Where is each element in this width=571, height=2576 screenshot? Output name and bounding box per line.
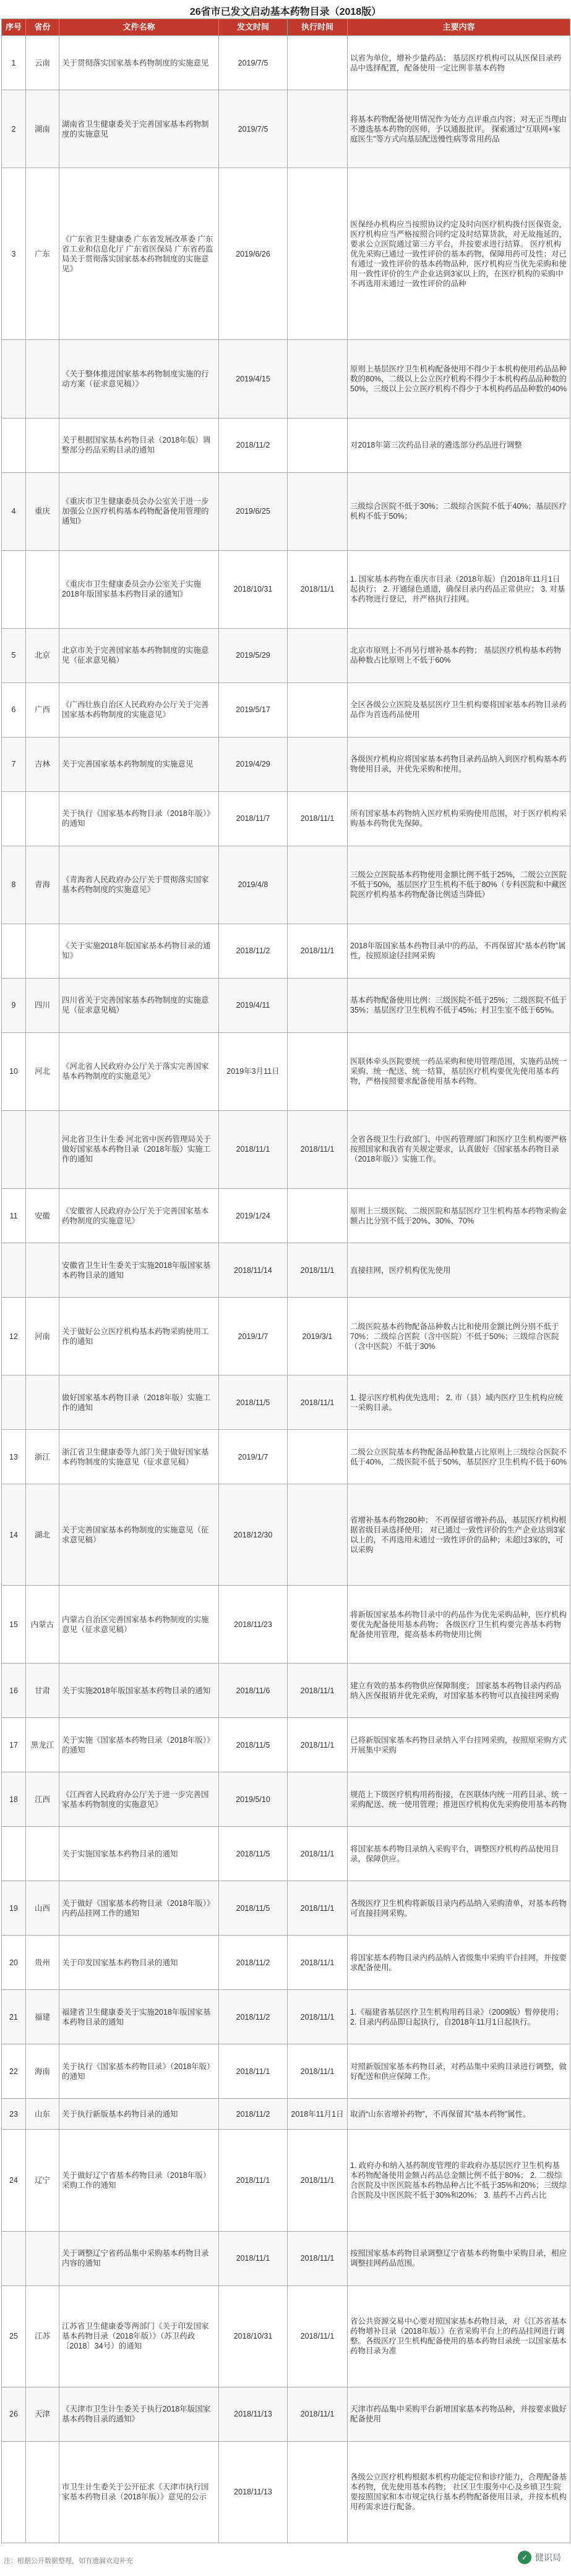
- table-row: [2, 1827, 570, 1881]
- cell-file: 关于做好公立医疗机构基本药物采购使用工作的通知: [59, 1298, 219, 1375]
- cell-province: 山西: [26, 1881, 59, 1936]
- cell-date: 2019/1/7: [219, 1298, 288, 1375]
- cell-content: 取消“山东省增补药物”，不再保留其“基本药物”属性。: [348, 2099, 570, 2130]
- cell-province: 贵州: [26, 1936, 59, 1990]
- cell-exec: [288, 846, 348, 924]
- cell-exec: 2018/11/1: [288, 1718, 348, 1772]
- column-header-date: 发文时间: [219, 19, 288, 36]
- cell-no: [2, 924, 26, 978]
- cell-exec: 2018/11/1: [288, 1110, 348, 1188]
- table-row: [2, 418, 570, 472]
- cell-date: 2018/11/1: [219, 2231, 288, 2285]
- cell-date: 2019/5/10: [219, 1772, 288, 1827]
- cell-exec: [288, 682, 348, 737]
- cell-no: 4: [2, 472, 26, 550]
- cell-province: 江西: [26, 1772, 59, 1827]
- table-row: [2, 168, 570, 340]
- cell-date: 2018/11/2: [219, 418, 288, 472]
- cell-province: 河北: [26, 1032, 59, 1110]
- cell-content: 全区各级公立医院及基层医疗卫生机构要将国家基本药物目录药品作为首选药品使用: [348, 682, 570, 737]
- cell-exec: 2019/3/1: [288, 1298, 348, 1375]
- cell-no: [2, 2231, 26, 2285]
- cell-file: 关于印发国家基本药物目录的通知: [59, 1936, 219, 1990]
- cell-no: 7: [2, 737, 26, 791]
- cell-content: 各级医疗机构应将国家基本药物目录药品纳入到医疗机构基本药物使用目录，并优先采购和使用。: [348, 737, 570, 791]
- cell-file: 福建省卫生健康委关于实施2018年版国家基本药物目录的通知: [59, 1990, 219, 2044]
- cell-no: 8: [2, 846, 26, 924]
- cell-date: 2018/11/1: [219, 1110, 288, 1188]
- cell-no: 19: [2, 1881, 26, 1936]
- cell-content: 直接挂网，医疗机构优先使用: [348, 1243, 570, 1298]
- cell-date: 2019/1/24: [219, 1189, 288, 1243]
- cell-date: 2018/11/7: [219, 791, 288, 846]
- cell-content: 原则上三级医院、二级医院和基层医疗卫生机构基本药物采购金额占比分别不低于20%、30%、70%: [348, 1189, 570, 1243]
- cell-no: [2, 1110, 26, 1188]
- cell-date: 2018/11/2: [219, 1936, 288, 1990]
- cell-content: 1. 国家基本药物在重庆市目录（2018年版）自2018年11月1日起执行； 2. 开通绿色通道，确保目录内药品正常供应； 3. 对基本药物进行登记，并严格执行挂网。: [348, 550, 570, 628]
- cell-content: 对2018年第三次药品目录的遴选部分药品进行调整: [348, 418, 570, 472]
- cell-content: 省公共资源交易中心要对照国家基本药物目录，对《江苏省基本药物增补目录（2018年版）》在省采购平台上的药品挂网进行调整。各级医疗卫生机构配备使用的基本药物目录统一以国家基本药物目录为准: [348, 2285, 570, 2387]
- cell-no: 6: [2, 682, 26, 737]
- cell-province: 黑龙江: [26, 1718, 59, 1772]
- cell-file: 关于调整辽宁省药品集中采购基本药物目录内容的通知: [59, 2231, 219, 2285]
- cell-province: 海南: [26, 2044, 59, 2099]
- cell-file: 关于贯彻落实国家基本药物制度的实施意见: [59, 36, 219, 90]
- cell-province: 山东: [26, 2099, 59, 2130]
- cell-exec: [288, 1772, 348, 1827]
- policy-table: [1, 19, 570, 2543]
- cell-file: 内蒙古自治区完善国家基本药物制度的实施意见（征求意见稿）: [59, 1586, 219, 1664]
- cell-file: 关于执行《国家基本药物目录（2018年版）》的通知: [59, 791, 219, 846]
- table-row: [2, 1032, 570, 1110]
- cell-file: 四川省关于完善国家基本药物制度的实施意见（征求意见稿）: [59, 978, 219, 1032]
- table-row: [2, 1881, 570, 1936]
- table-row: [2, 2231, 570, 2285]
- cell-province: 安徽: [26, 1189, 59, 1243]
- cell-file: 《重庆市卫生健康委员会办公室关于实施2018年版国家基本药物目录的通知》: [59, 550, 219, 628]
- table-row: [2, 1936, 570, 1990]
- cell-exec: [288, 1189, 348, 1243]
- cell-no: 23: [2, 2099, 26, 2130]
- table-row: [2, 1430, 570, 1484]
- cell-exec: [288, 978, 348, 1032]
- cell-date: 2018/11/1: [219, 2044, 288, 2099]
- cell-exec: [288, 340, 348, 418]
- cell-province: 江苏: [26, 2285, 59, 2387]
- cell-no: 26: [2, 2387, 26, 2441]
- cell-content: 基本药物配备使用比例：三级医院不低于25%；二级医院不低于35%；基层医疗卫生机构不低于45%；村卫生室不低于65%。: [348, 978, 570, 1032]
- cell-exec: 2018/11/1: [288, 2044, 348, 2099]
- cell-content: 各级医疗卫生机构将新版目录内药品纳入采购清单，对基本药物可直接挂网采购。: [348, 1881, 570, 1936]
- cell-content: 各级公立医疗机构根据本机构功能定位和诊疗能力，合理配备基本药物，优先使用基本药物； 社区卫生服务中心及乡镇卫生院要按照国家和本市规定执行基本药物配备使用目录，并按本机构用药需求进行配备。: [348, 2441, 570, 2543]
- cell-content: 原则上基层医疗卫生机构配备使用不得少于本机构使用药品品种数的80%，二级以上公立医疗机构不得少于本机构药品品种数的50%，三级以上公立医疗机构不得少于本机构药品品种数的40%: [348, 340, 570, 418]
- cell-no: 15: [2, 1586, 26, 1664]
- cell-date: 2018/11/1: [219, 2130, 288, 2231]
- cell-file: 《重庆市卫生健康委员会办公室关于进一步加强公立医疗机构基本药物配备使用管理的通知》: [59, 472, 219, 550]
- footer-note: 注：根据公开数据整理，如有遗漏欢迎补充: [4, 2557, 133, 2565]
- cell-file: 关于做好《国家基本药物目录（2018年版）》内药品挂网工作的通知: [59, 1881, 219, 1936]
- cell-exec: 2018/11/1: [288, 1664, 348, 1718]
- cell-file: 关于实施国家基本药物目录的通知: [59, 1827, 219, 1881]
- cell-no: [2, 1827, 26, 1881]
- cell-date: 2019/4/8: [219, 846, 288, 924]
- cell-content: 规范上下级医疗机构用药衔接，在医联体内统一用药目录、统一采购配送、统一使用管理；推进医疗机构优先采购使用基本药物: [348, 1772, 570, 1827]
- cell-file: 关于实施《国家基本药物目录（2018年版）》的通知: [59, 1718, 219, 1772]
- column-header-content: 主要内容: [348, 19, 570, 36]
- cell-date: 2018/12/30: [219, 1484, 288, 1586]
- cell-date: 2019/4/11: [219, 978, 288, 1032]
- table-row: [2, 2441, 570, 2543]
- table-row: [2, 1375, 570, 1430]
- cell-exec: [288, 1430, 348, 1484]
- cell-exec: 2018/11/1: [288, 1243, 348, 1298]
- cell-province: 湖北: [26, 1484, 59, 1586]
- cell-file: 关于执行新版基本药物目录的通知: [59, 2099, 219, 2130]
- cell-exec: [288, 628, 348, 682]
- cell-exec: [288, 90, 348, 168]
- cell-content: 天津市药品集中采购平台新增国家基本药物品种，并按要求做好配备使用: [348, 2387, 570, 2441]
- cell-no: 16: [2, 1664, 26, 1718]
- cell-no: [2, 2441, 26, 2543]
- cell-province: 青海: [26, 846, 59, 924]
- cell-file: 《河北省人民政府办公厅关于落实完善国家基本药物制度的实施意见》: [59, 1032, 219, 1110]
- cell-date: 2018/11/5: [219, 1827, 288, 1881]
- cell-no: 22: [2, 2044, 26, 2099]
- cell-exec: [288, 168, 348, 340]
- cell-province: 天津: [26, 2387, 59, 2441]
- table-row: [2, 1110, 570, 1188]
- cell-content: 省增补基本药物280种； 不再保留省增补药品，基层医疗机构根据省级目录选择使用； 对已通过一致性评价的生产企业达到3家以上的，不再选用未通过一致性评价的品种；未超过3家的，可以采购: [348, 1484, 570, 1586]
- table-body: [2, 36, 570, 2543]
- table-header-row: [2, 19, 570, 36]
- cell-date: 2019年3月11日: [219, 1032, 288, 1110]
- cell-province: 广西: [26, 682, 59, 737]
- cell-date: 2018/11/2: [219, 1990, 288, 2044]
- cell-exec: [288, 1032, 348, 1110]
- cell-date: 2019/6/25: [219, 472, 288, 550]
- cell-no: 20: [2, 1936, 26, 1990]
- cell-no: 17: [2, 1718, 26, 1772]
- cell-date: 2018/10/31: [219, 550, 288, 628]
- table-row: [2, 737, 570, 791]
- watermark: [518, 2551, 561, 2564]
- cell-file: 《江西省人民政府办公厅关于进一步完善国家基本药物制度的实施意见》: [59, 1772, 219, 1827]
- cell-province: [26, 1110, 59, 1188]
- cell-exec: 2018/11/1: [288, 1827, 348, 1881]
- table-row: [2, 1990, 570, 2044]
- column-header-province: 省份: [26, 19, 59, 36]
- cell-exec: [288, 36, 348, 90]
- cell-no: 24: [2, 2130, 26, 2231]
- cell-content: 全省各级卫生行政部门、中医药管理部门和医疗卫生机构要严格按照国家和我省有关规定要求，认真做好《国家基本药物目录（2018年版）》实施工作。: [348, 1110, 570, 1188]
- cell-date: 2018/11/5: [219, 1881, 288, 1936]
- cell-exec: 2018/11/1: [288, 2285, 348, 2387]
- cell-content: 1. 提示医疗机构优先选用； 2. 市（县）域内医疗卫生机构应统一采购目录。: [348, 1375, 570, 1430]
- table-row: [2, 1586, 570, 1664]
- cell-content: 医联体牵头医院要统一药品采购和使用管理范围，实施药品统一采购、统一配送、统一结算，基层医疗机构要优先使用基本药物，严格按照要求配备使用基本药物。: [348, 1032, 570, 1110]
- cell-file: 安徽省卫生计生委关于实施2018年版国家基本药物目录的通知: [59, 1243, 219, 1298]
- cell-content: 将国家基本药物目录内药品纳入省级集中采购平台挂网，并按要求配备使用。: [348, 1936, 570, 1990]
- cell-file: 关于执行《国家基本药物目录》（2018年版）的通知: [59, 2044, 219, 2099]
- cell-province: [26, 418, 59, 472]
- table-row: [2, 1484, 570, 1586]
- cell-file: 《关于整体推进国家基本药物制度实施的行动方案（征求意见稿）》: [59, 340, 219, 418]
- cell-date: 2019/7/5: [219, 90, 288, 168]
- table-row: [2, 1189, 570, 1243]
- cell-date: 2019/6/26: [219, 168, 288, 340]
- cell-exec: 2018/11/1: [288, 924, 348, 978]
- cell-province: 吉林: [26, 737, 59, 791]
- table-row: [2, 1243, 570, 1298]
- table-row: [2, 2285, 570, 2387]
- cell-date: 2018/11/2: [219, 924, 288, 978]
- table-row: [2, 2130, 570, 2231]
- cell-file: 关于根据国家基本药物目录（2018年版）调整部分药品采购目录的通知: [59, 418, 219, 472]
- cell-content: 按照国家基本药物目录调整辽宁省基本药物集中采购目录，相应调整挂网药品范围。: [348, 2231, 570, 2285]
- table-row: [2, 1298, 570, 1375]
- cell-province: 甘肃: [26, 1664, 59, 1718]
- cell-date: 2019/5/29: [219, 628, 288, 682]
- table-row: [2, 90, 570, 168]
- column-header-exec: 执行时间: [288, 19, 348, 36]
- cell-content: 二级公立医院基本药物配备品种数量占比原则上三级综合医院不低于40%，二级医院不低于50%，基层医疗卫生机构不低于60%: [348, 1430, 570, 1484]
- cell-file: 《广东省卫生健康委 广东省发展改革委 广东省工业和信息化厅 广东省医保局 广东省药监局关于贯彻落实国家基本药物制度的实施意见》: [59, 168, 219, 340]
- cell-no: 2: [2, 90, 26, 168]
- cell-no: 25: [2, 2285, 26, 2387]
- table-row: [2, 791, 570, 846]
- cell-province: [26, 1243, 59, 1298]
- cell-file: 《青海省人民政府办公厅关于贯彻落实国家基本药物制度的实施意见》: [59, 846, 219, 924]
- cell-file: 湖南省卫生健康委关于完善国家基本药物制度的实施意见: [59, 90, 219, 168]
- table-row: [2, 924, 570, 978]
- cell-date: 2018/11/2: [219, 2099, 288, 2130]
- watermark-text: 健识局: [535, 2553, 561, 2562]
- cell-date: 2018/11/23: [219, 1586, 288, 1664]
- cell-date: 2018/11/6: [219, 1664, 288, 1718]
- cell-exec: 2018/11/1: [288, 2231, 348, 2285]
- cell-file: 关于实施2018年版国家基本药物目录的通知: [59, 1664, 219, 1718]
- cell-content: 对照新版国家基本药物目录，对药品集中采购目录进行调整，做好配送和供应保障工作。: [348, 2044, 570, 2099]
- cell-content: 所有国家基本药物纳入医疗机构采购使用范围，对于医疗机构采购基本药物优先保障。: [348, 791, 570, 846]
- cell-exec: 2018/11/1: [288, 550, 348, 628]
- cell-file: 关于完善国家基本药物制度的实施意见（征求意见稿）: [59, 1484, 219, 1586]
- cell-no: 12: [2, 1298, 26, 1375]
- table-row: [2, 628, 570, 682]
- cell-province: 重庆: [26, 472, 59, 550]
- cell-province: 广东: [26, 168, 59, 340]
- cell-exec: [288, 418, 348, 472]
- cell-date: 2019/5/17: [219, 682, 288, 737]
- cell-no: 3: [2, 168, 26, 340]
- cell-date: 2019/7/5: [219, 36, 288, 90]
- table-row: [2, 36, 570, 90]
- table-row: [2, 340, 570, 418]
- column-header-no: 序号: [2, 19, 26, 36]
- cell-content: 已将新版国家基本药物目录纳入平台挂网采购，按照原采购方式开展集中采购: [348, 1718, 570, 1772]
- cell-province: [26, 550, 59, 628]
- cell-exec: 2018/11/1: [288, 1936, 348, 1990]
- cell-date: 2018/10/31: [219, 2285, 288, 2387]
- cell-content: 以省为单位，增补少量药品； 基层医疗机构可以从医保目录药品中选择配置，配备使用一定比例非基本药物: [348, 36, 570, 90]
- column-header-file: 文件名称: [59, 19, 219, 36]
- cell-date: 2018/11/14: [219, 1243, 288, 1298]
- cell-no: [2, 418, 26, 472]
- table-row: [2, 2044, 570, 2099]
- cell-file: 做好国家基本药物目录（2018年版）实施工作的通知: [59, 1375, 219, 1430]
- cell-date: 2019/1/7: [219, 1430, 288, 1484]
- cell-exec: 2018/11/1: [288, 1990, 348, 2044]
- cell-province: [26, 791, 59, 846]
- cell-content: 1. 政府办和纳入基药制度管理的非政府办基层医疗卫生机构基本药物配备使用金额占药品总金额比例不低于80%； 2. 二级综合医院及中医医院基本药物品种占比不低于35%和20%；三级综合医院及中医医院不低于30%和20%； 3. 基药不占药占比: [348, 2130, 570, 2231]
- cell-no: 13: [2, 1430, 26, 1484]
- table-row: [2, 846, 570, 924]
- cell-date: 2018/11/5: [219, 1375, 288, 1430]
- table-row: [2, 1772, 570, 1827]
- cell-content: 将基本药物配备使用情况作为处方点评重点内容；对无正当理由不遵选基本药物的医师，予以通报批评。 探索通过“互联网+家庭医生”等方式向基层配送慢性病等常用药品: [348, 90, 570, 168]
- cell-province: [26, 924, 59, 978]
- table-row: [2, 1664, 570, 1718]
- cell-no: [2, 791, 26, 846]
- cell-exec: [288, 1586, 348, 1664]
- cell-no: 1: [2, 36, 26, 90]
- cell-exec: 2018年11月1日: [288, 2099, 348, 2130]
- cell-exec: 2018/11/1: [288, 791, 348, 846]
- cell-exec: [288, 1484, 348, 1586]
- cell-no: 18: [2, 1772, 26, 1827]
- cell-province: 内蒙古: [26, 1586, 59, 1664]
- table-row: [2, 682, 570, 737]
- cell-file: 关于做好辽宁省基本药物目录（2018年版）采购工作的通知: [59, 2130, 219, 2231]
- cell-content: 1.《福建省基层医疗卫生机构用药目录》（2009版）暂停使用；2. 目录内药品即日起执行，自2018年11月1日起执行。: [348, 1990, 570, 2044]
- table-row: [2, 550, 570, 628]
- cell-exec: 2018/11/1: [288, 1881, 348, 1936]
- cell-no: [2, 550, 26, 628]
- cell-exec: [288, 737, 348, 791]
- cell-no: [2, 340, 26, 418]
- cell-file: 《天津市卫生计生委关于执行2018年版国家基本药物目录的通知》: [59, 2387, 219, 2441]
- policy-table-container: [1, 19, 570, 2543]
- cell-province: [26, 1827, 59, 1881]
- cell-no: 14: [2, 1484, 26, 1586]
- cell-province: 四川: [26, 978, 59, 1032]
- cell-file: 浙江省卫生健康委等九部门关于做好国家基本药物制度的实施意见（征求意见稿）: [59, 1430, 219, 1484]
- cell-province: 云南: [26, 36, 59, 90]
- cell-exec: 2018/11/1: [288, 1375, 348, 1430]
- page-title: 26省市已发文启动基本药物目录（2018版）: [189, 7, 382, 17]
- table-row: [2, 1718, 570, 1772]
- cell-content: 三级综合医院不低于30%；二级综合医院不低于40%；基层医疗机构不低于50%；: [348, 472, 570, 550]
- cell-no: [2, 1243, 26, 1298]
- cell-exec: [288, 2441, 348, 2543]
- cell-exec: [288, 472, 348, 550]
- wechat-icon: ✓: [518, 2551, 531, 2564]
- cell-date: 2019/4/15: [219, 340, 288, 418]
- cell-file: 市卫生计生委关于公开征求《天津市执行国家基本药物目录（2018年版）》意见的公示: [59, 2441, 219, 2543]
- cell-content: 将国家基本药物目录纳入采购平台，调整医疗机构药品使用目录，保障供应。: [348, 1827, 570, 1881]
- cell-province: [26, 1375, 59, 1430]
- cell-province: 河南: [26, 1298, 59, 1375]
- cell-date: 2018/11/13: [219, 2387, 288, 2441]
- table-row: [2, 472, 570, 550]
- cell-province: [26, 340, 59, 418]
- cell-file: 《广西壮族自治区人民政府办公厅关于完善国家基本药物制度的实施意见》: [59, 682, 219, 737]
- cell-province: 辽宁: [26, 2130, 59, 2231]
- cell-file: 江苏省卫生健康委等两部门《关于印发国家基本药物目录（2018年版）》（苏卫药政〔2018〕34号）的通知: [59, 2285, 219, 2387]
- cell-file: 北京市关于完善国家基本药物制度的实施意见（征求意见稿）: [59, 628, 219, 682]
- cell-province: [26, 2231, 59, 2285]
- cell-file: 河北省卫生计生委 河北省中医药管理局关于做好国家基本药物目录（2018年版）实施工作的通知: [59, 1110, 219, 1188]
- cell-province: 浙江: [26, 1430, 59, 1484]
- cell-no: 10: [2, 1032, 26, 1110]
- cell-no: 21: [2, 1990, 26, 2044]
- cell-no: 9: [2, 978, 26, 1032]
- table-row: [2, 2099, 570, 2130]
- cell-date: 2018/11/13: [219, 2441, 288, 2543]
- cell-content: 北京市原则上不再另行增补基本药物； 基层医疗机构基本药物品种数占比原则上不低于60%: [348, 628, 570, 682]
- cell-content: 医保经办机构应当按照协议约定及时向医疗机构拨付医保资金，医疗机构应当严格按照合同约定及时结算货款，对无故拖延的，要求公立医院通过第三方平台，并按要求进行结算。 医疗机构优先采购已通过一致性评价的基本药物，保障用药可及性；对已有通过一致性评价的基本药物品种，医疗机构应当优先采购和使用一致性评价的生产企业达到3家以上的，在医疗机构的采购中不再选用未通过一致性评价的品种: [348, 168, 570, 340]
- cell-date: 2018/11/5: [219, 1718, 288, 1772]
- cell-content: 二级医院基本药物配备品种数占比和使用金额比例分别不低于70%；二级综合医院（含中医院）不低于50%；三级综合医院（含中医院）不低于30%: [348, 1298, 570, 1375]
- cell-no: 5: [2, 628, 26, 682]
- cell-file: 《安徽省人民政府办公厅关于完善国家基本药物制度的实施意见》: [59, 1189, 219, 1243]
- table-row: [2, 2387, 570, 2441]
- cell-date: 2019/4/29: [219, 737, 288, 791]
- cell-exec: 2018/11/1: [288, 2130, 348, 2231]
- cell-file: 关于完善国家基本药物制度的实施意见: [59, 737, 219, 791]
- cell-content: 建立有效的基本药物供应保障制度； 国家基本药物目录内药品纳入医保报销并优先采购，对国家基本药物可以直接挂网采购: [348, 1664, 570, 1718]
- cell-content: 2018年版国家基本药物目录中的药品，不再保留其“基本药物”属性，按照原途径挂网采购: [348, 924, 570, 978]
- cell-file: 《关于实施2018年版国家基本药物目录的通知》: [59, 924, 219, 978]
- cell-province: 北京: [26, 628, 59, 682]
- table-row: [2, 978, 570, 1032]
- cell-province: 福建: [26, 1990, 59, 2044]
- cell-province: [26, 2441, 59, 2543]
- cell-no: [2, 1375, 26, 1430]
- cell-content: 三级公立医院基本药物使用金额比例不低于25%，二级公立医院不低于50%，基层医疗卫生机构不低于80%（专科医院和中藏医院医疗机构基本药物配备比例适当降低）: [348, 846, 570, 924]
- cell-content: 将新版国家基本药物目录中的药品作为优先采购品种，医疗机构要优先配备使用基本药物； 各级医疗卫生机构要完善基本药物配备使用管理，提高基本药物使用比例: [348, 1586, 570, 1664]
- cell-exec: 2018/11/1: [288, 2387, 348, 2441]
- cell-no: 11: [2, 1189, 26, 1243]
- cell-province: 湖南: [26, 90, 59, 168]
